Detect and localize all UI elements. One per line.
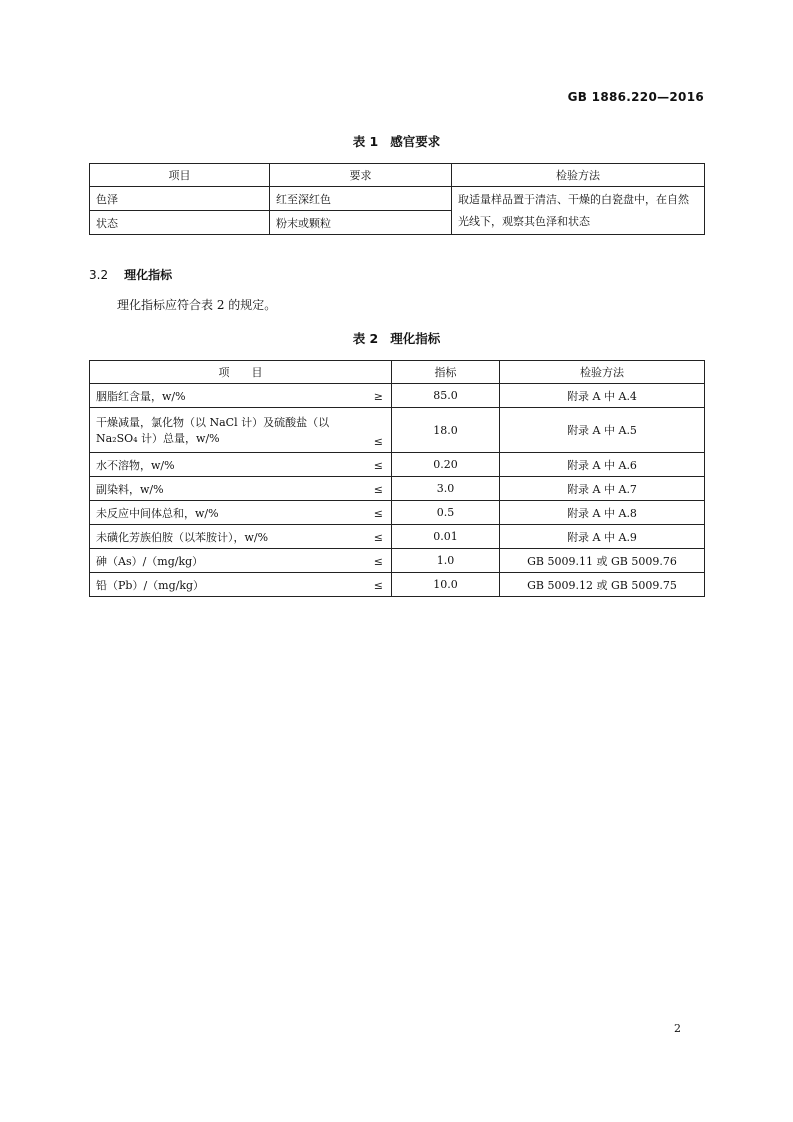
value-cell: 0.5 — [392, 501, 500, 525]
item-cell — [90, 477, 392, 501]
table2-caption — [0, 329, 793, 347]
section-title: 理化指标 — [124, 268, 173, 282]
table-row — [90, 187, 705, 211]
value-cell: 1.0 — [392, 549, 500, 573]
item-cell: 状态 — [90, 211, 270, 235]
comparison-symbol: ≤ — [373, 507, 383, 520]
column-header: 项目 — [90, 164, 270, 187]
item-label: 未磺化芳族伯胺（以苯胺计），w/% — [96, 530, 269, 544]
method-cell: 附录 A 中 A.7 — [500, 477, 705, 501]
sensory-requirements-table — [89, 163, 705, 235]
table-row — [90, 525, 705, 549]
item-cell — [90, 384, 392, 408]
item-label: 未反应中间体总和，w/% — [96, 506, 219, 520]
column-header: 指标 — [392, 361, 500, 384]
comparison-symbol: ≤ — [373, 435, 383, 448]
value-cell: 18.0 — [392, 408, 500, 453]
section-number: 3.2 — [89, 268, 109, 282]
column-header: 检验方法 — [452, 164, 705, 187]
method-cell: 附录 A 中 A.6 — [500, 453, 705, 477]
item-cell — [90, 408, 392, 453]
comparison-symbol: ≥ — [373, 390, 383, 403]
comparison-symbol: ≤ — [373, 483, 383, 496]
physicochemical-table — [89, 360, 705, 597]
comparison-symbol: ≤ — [373, 579, 383, 592]
item-label: 铅（Pb）/（mg/kg） — [96, 578, 205, 592]
method-cell: 取适量样品置于清洁、干燥的白瓷盘中，在自然光线下，观察其色泽和状态 — [452, 187, 705, 235]
item-label: 砷（As）/（mg/kg） — [96, 554, 204, 568]
table-row — [90, 549, 705, 573]
value-cell: 0.20 — [392, 453, 500, 477]
page-number: 2 — [674, 1022, 681, 1035]
comparison-symbol: ≤ — [373, 531, 383, 544]
table2-label: 表 2 — [352, 331, 379, 346]
item-label: 干燥减量，氯化物（以 NaCl 计）及硫酸盐（以 Na₂SO₄ 计）总量，w/% — [96, 416, 330, 445]
table-header-row — [90, 361, 705, 384]
item-label: 胭脂红含量，w/% — [96, 389, 186, 403]
item-cell: 色泽 — [90, 187, 270, 211]
comparison-symbol: ≤ — [373, 555, 383, 568]
requirement-cell: 红至深红色 — [270, 187, 452, 211]
method-cell: GB 5009.11 或 GB 5009.76 — [500, 549, 705, 573]
item-cell — [90, 549, 392, 573]
method-cell: GB 5009.12 或 GB 5009.75 — [500, 573, 705, 597]
comparison-symbol: ≤ — [373, 459, 383, 472]
table-row — [90, 384, 705, 408]
item-cell — [90, 525, 392, 549]
value-cell: 0.01 — [392, 525, 500, 549]
table1-title: 感官要求 — [390, 134, 441, 149]
table1-label: 表 1 — [352, 134, 379, 149]
table-row — [90, 477, 705, 501]
table2-title: 理化指标 — [390, 331, 441, 346]
item-cell — [90, 453, 392, 477]
item-label: 水不溶物，w/% — [96, 458, 175, 472]
column-header: 检验方法 — [500, 361, 705, 384]
section-paragraph: 理化指标应符合表 2 的规定。 — [117, 298, 277, 312]
method-cell: 附录 A 中 A.4 — [500, 384, 705, 408]
section-heading — [89, 266, 172, 283]
item-cell — [90, 573, 392, 597]
method-cell: 附录 A 中 A.5 — [500, 408, 705, 453]
method-cell: 附录 A 中 A.9 — [500, 525, 705, 549]
document-code: GB 1886.220—2016 — [567, 90, 704, 104]
table-row — [90, 408, 705, 453]
table-row — [90, 501, 705, 525]
table-row — [90, 453, 705, 477]
table-row — [90, 573, 705, 597]
method-cell: 附录 A 中 A.8 — [500, 501, 705, 525]
table-header-row — [90, 164, 705, 187]
column-header: 项 目 — [90, 361, 392, 384]
value-cell: 85.0 — [392, 384, 500, 408]
item-label: 副染料，w/% — [96, 482, 164, 496]
item-cell — [90, 501, 392, 525]
column-header: 要求 — [270, 164, 452, 187]
value-cell: 10.0 — [392, 573, 500, 597]
value-cell: 3.0 — [392, 477, 500, 501]
requirement-cell: 粉末或颗粒 — [270, 211, 452, 235]
table1-caption — [0, 132, 793, 150]
